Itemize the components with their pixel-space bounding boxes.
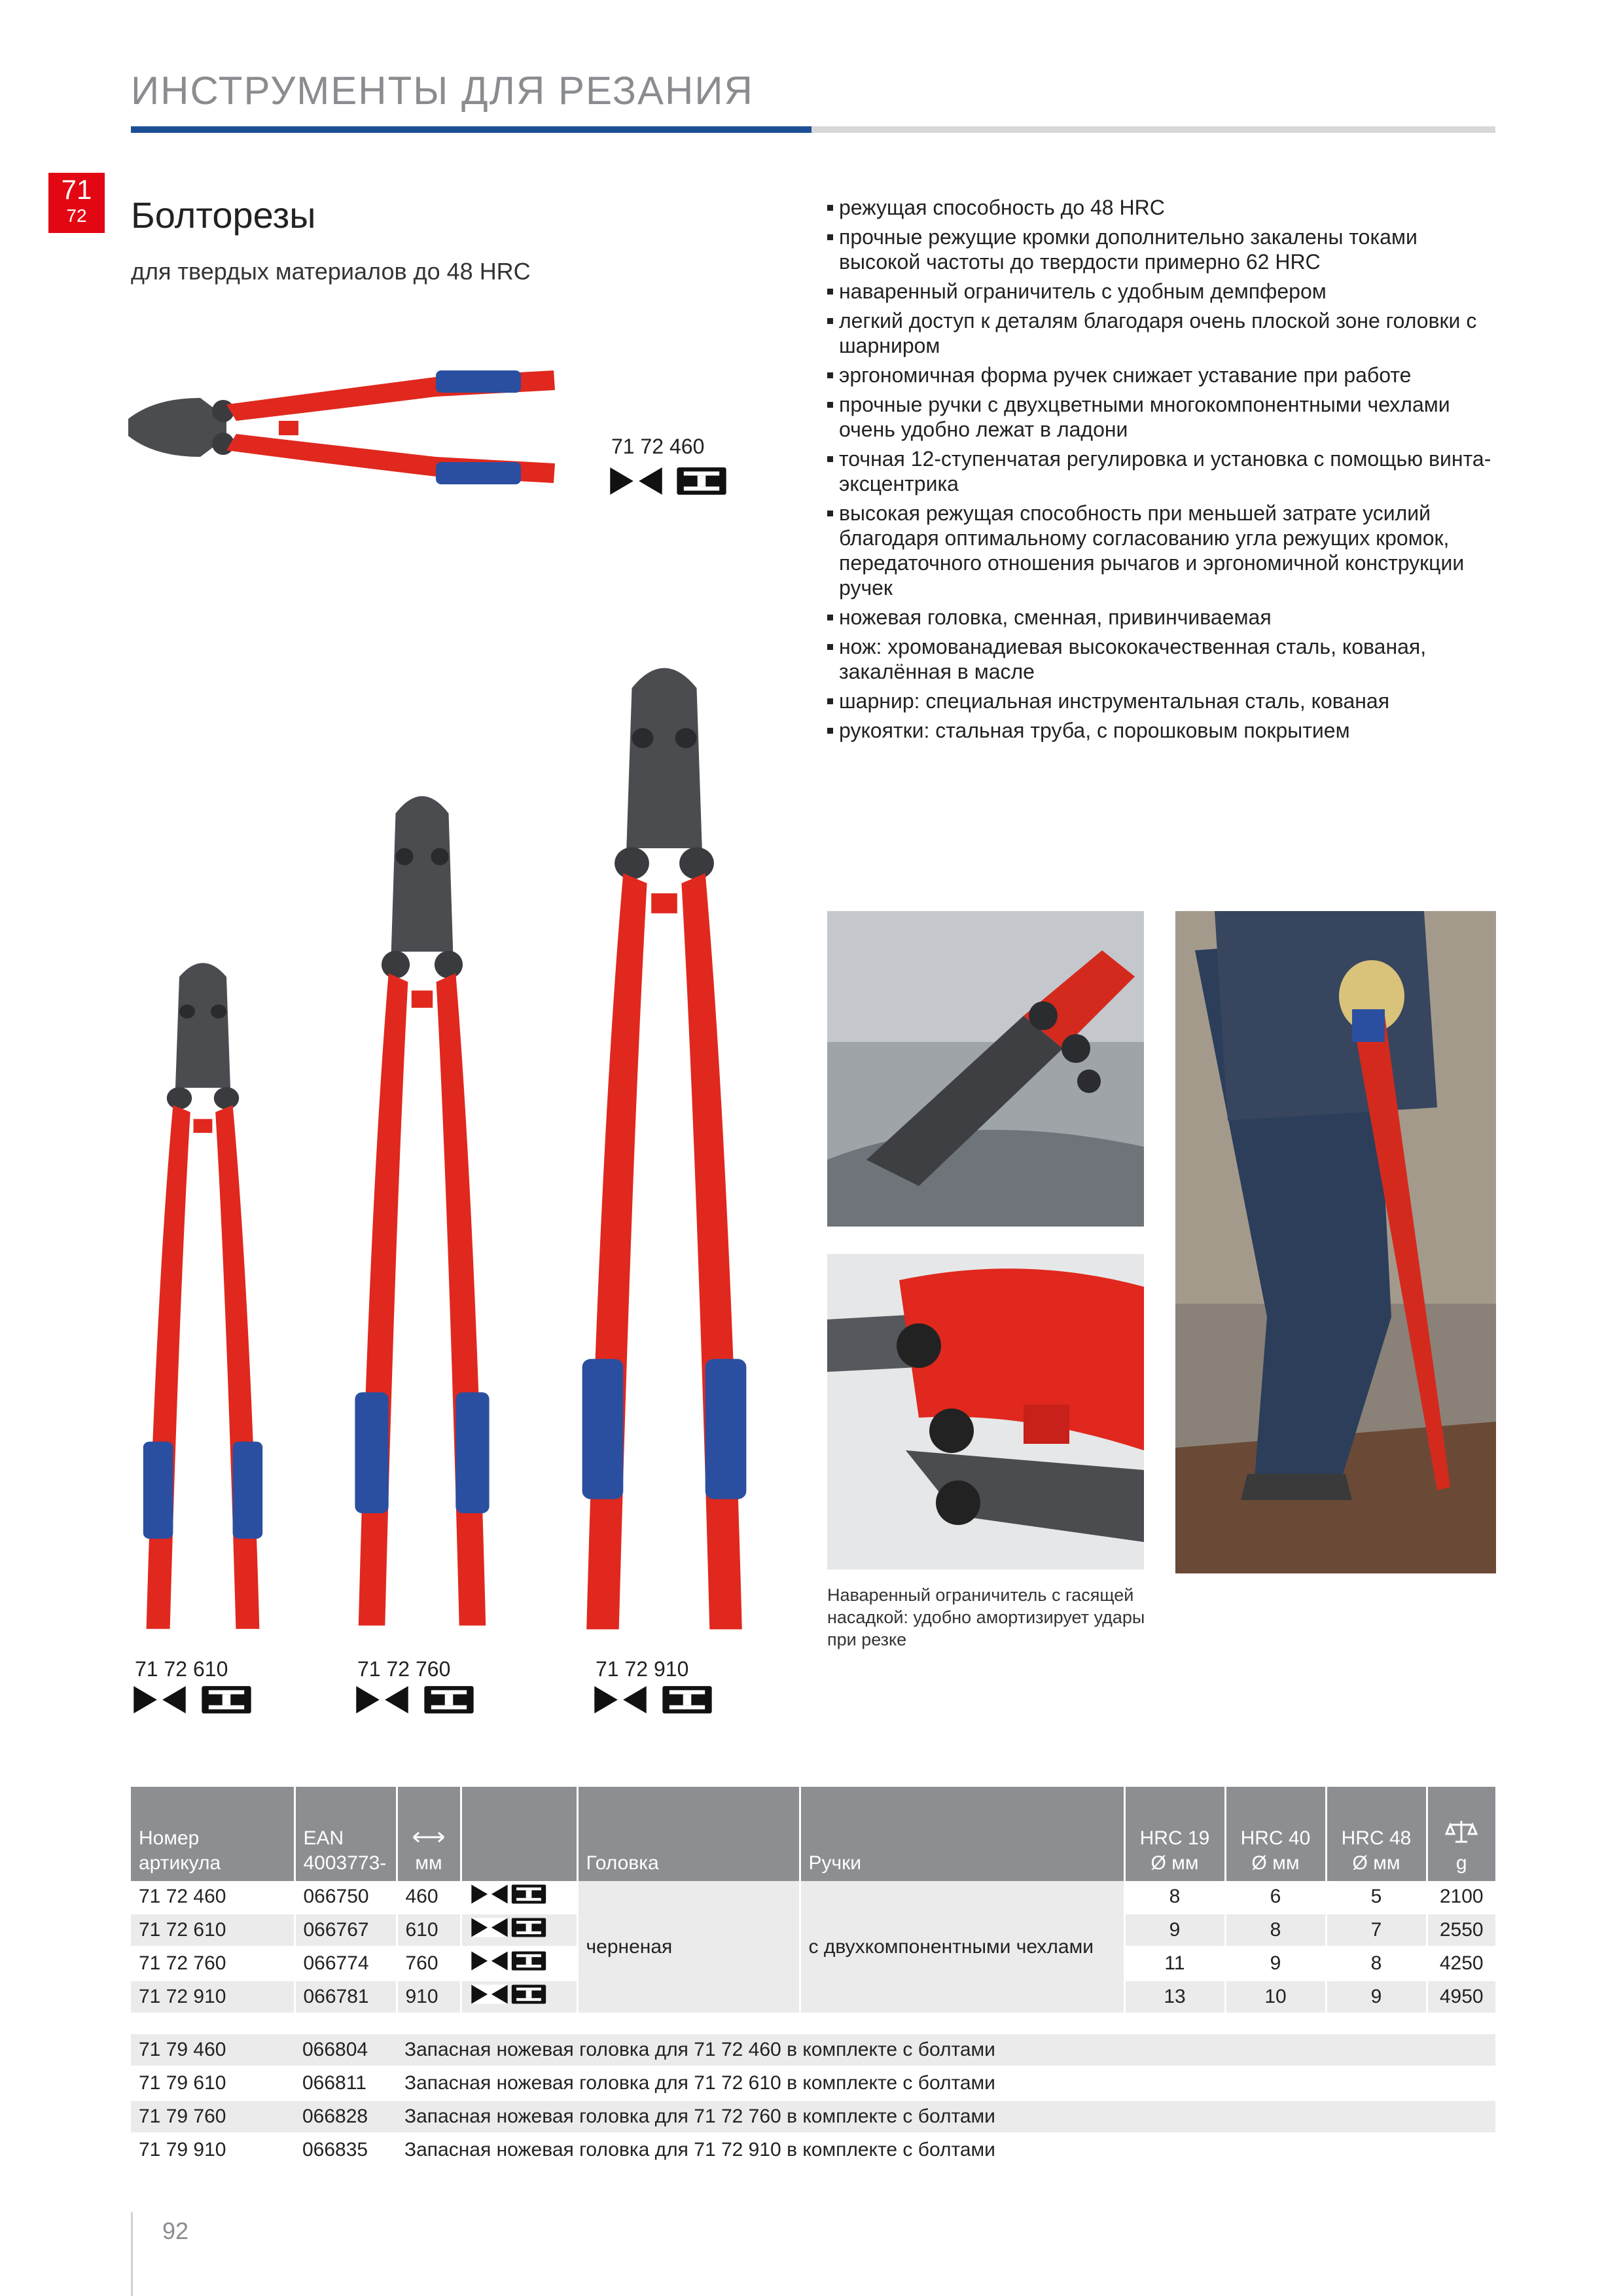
- spare-description: Запасная ножевая головка для 71 72 460 в комплекте с болтами: [397, 2034, 1495, 2067]
- header-hrc19: [1124, 1787, 1225, 1881]
- article-label-760: 71 72 760: [357, 1657, 451, 1681]
- header-article-line1: Номер: [139, 1827, 200, 1849]
- cell-head: черненая: [577, 1881, 800, 2014]
- chapter-tab: [48, 173, 105, 233]
- length-arrow-icon: [412, 1830, 445, 1844]
- spare-article: 71 79 460: [131, 2034, 294, 2067]
- header-hrc48-line2: Ø мм: [1352, 1852, 1400, 1874]
- cell-hrc40: 10: [1225, 1981, 1326, 2014]
- feature-item: легкий доступ к деталям благодаря очень плоской зоне головки с шарниром: [827, 308, 1495, 358]
- cutting-symbol-icon: [470, 1950, 509, 1971]
- page-number: 92: [162, 2217, 189, 2244]
- header-article: [131, 1787, 294, 1881]
- cutting-symbol-icon: [470, 1917, 509, 1938]
- cell-article: 71 72 460: [131, 1881, 294, 1914]
- header-hrc19-line1: HRC 19: [1139, 1827, 1210, 1849]
- header-ean-line1: EAN: [303, 1827, 344, 1849]
- spare-description: Запасная ножевая головка для 71 72 910 в комплекте с болтами: [397, 2134, 1495, 2167]
- article-label-610: 71 72 610: [135, 1657, 228, 1681]
- header-hrc48-line1: HRC 48: [1341, 1827, 1412, 1849]
- hardened-material-icon: [660, 1685, 715, 1715]
- header-hrc19-line2: Ø мм: [1150, 1852, 1199, 1874]
- photo-stop-detail: [827, 1254, 1144, 1570]
- cutting-symbol-icon: [132, 1685, 187, 1715]
- cutting-symbol-icon: [470, 1984, 509, 2005]
- hardened-material-icon: [509, 1950, 548, 1971]
- spare-article: 71 79 910: [131, 2134, 294, 2167]
- spare-article: 71 79 610: [131, 2067, 294, 2100]
- section-title: ИНСТРУМЕНТЫ ДЛЯ РЕЗАНИЯ: [131, 69, 754, 113]
- bolt-cutter-910-image: [556, 648, 772, 1649]
- cell-hrc19: 9: [1124, 1914, 1225, 1947]
- cell-hrc40: 8: [1225, 1914, 1326, 1947]
- feature-item: ножевая головка, сменная, привинчиваемая: [827, 605, 1495, 630]
- cell-article: 71 72 610: [131, 1914, 294, 1947]
- feature-item: рукоятки: стальная труба, с порошковым покрытием: [827, 718, 1495, 743]
- cutting-symbol-icon: [593, 1685, 648, 1715]
- cell-hrc48: 9: [1326, 1981, 1427, 2014]
- feature-item: нож: хромованадиевая высококачественная сталь, кованая, закалённая в масле: [827, 634, 1495, 684]
- header-weight: [1427, 1787, 1495, 1881]
- cell-ean: 066750: [294, 1881, 397, 1914]
- article-label-910: 71 72 910: [596, 1657, 689, 1681]
- header-handles: Ручки: [800, 1787, 1124, 1881]
- product-title: Болторезы: [131, 194, 316, 236]
- article-label-460: 71 72 460: [611, 435, 705, 458]
- cell-handles: с двухкомпонентными чехлами: [800, 1881, 1124, 2014]
- hardened-material-icon: [509, 1984, 548, 2005]
- photo-caption: Наваренный ограничитель с гасящей насадкой: удобно амортизирует удары при резке: [827, 1585, 1145, 1649]
- feature-item: шарнир: специальная инструментальная сталь, кованая: [827, 689, 1495, 713]
- cell-symbols: [461, 1881, 577, 1914]
- header-article-line2: артикула: [139, 1852, 221, 1874]
- scale-icon: [1445, 1818, 1478, 1844]
- bolt-cutter-760-image: [334, 779, 510, 1643]
- cell-hrc48: 5: [1326, 1881, 1427, 1914]
- header-length: [397, 1787, 461, 1881]
- hardened-material-icon: [421, 1685, 476, 1715]
- spare-row: [131, 2134, 1495, 2167]
- hardened-material-icon: [199, 1685, 254, 1715]
- feature-item: точная 12-ступенчатая регулировка и установка с помощью винта-эксцентрика: [827, 446, 1495, 496]
- spare-ean: 066811: [294, 2067, 397, 2100]
- cell-weight: 2100: [1427, 1881, 1495, 1914]
- cutting-symbol-icon: [355, 1685, 410, 1715]
- header-head: Головка: [577, 1787, 800, 1881]
- header-ean: [294, 1787, 397, 1881]
- header-rule-accent: [131, 126, 812, 133]
- spare-description: Запасная ножевая головка для 71 72 610 в комплекте с болтами: [397, 2067, 1495, 2100]
- cell-article: 71 72 910: [131, 1981, 294, 2014]
- spare-row: [131, 2034, 1495, 2067]
- feature-item: режущая способность до 48 HRC: [827, 195, 1495, 220]
- cell-hrc48: 7: [1326, 1914, 1427, 1947]
- hardened-material-icon: [509, 1884, 548, 1905]
- cutting-symbol-icon: [609, 466, 664, 496]
- header-symbols: [461, 1787, 577, 1881]
- feature-item: высокая режущая способность при меньшей затрате усилий благодаря оптимальному согласованию угла режущих кромок, передаточного отношения рычагов и эргономичной конструкции ручек: [827, 501, 1495, 600]
- page-divider: [131, 2212, 133, 2296]
- cutting-symbol-icon: [470, 1884, 509, 1905]
- header-hrc40-line1: HRC 40: [1240, 1827, 1311, 1849]
- spare-article: 71 79 760: [131, 2100, 294, 2134]
- bolt-cutter-610-image: [124, 949, 281, 1643]
- feature-item: эргономичная форма ручек снижает уставание при работе: [827, 363, 1495, 387]
- spare-row: [131, 2100, 1495, 2134]
- header-length-unit: мм: [415, 1852, 442, 1874]
- chapter-number: 71: [61, 174, 92, 205]
- cell-hrc19: 13: [1124, 1981, 1225, 2014]
- hardened-material-icon: [509, 1917, 548, 1938]
- cell-hrc40: 6: [1225, 1881, 1326, 1914]
- photo-worker-using-cutter: [1175, 911, 1496, 1573]
- feature-item: наваренный ограничитель с удобным демпфером: [827, 279, 1495, 304]
- product-subtitle: для твердых материалов до 48 HRC: [131, 258, 531, 285]
- cell-ean: 066767: [294, 1914, 397, 1947]
- header-hrc48: [1326, 1787, 1427, 1881]
- header-weight-unit: g: [1455, 1852, 1467, 1874]
- photo-cutting-chain: [827, 911, 1144, 1227]
- cell-hrc19: 11: [1124, 1947, 1225, 1981]
- header-ean-line2: 4003773-: [303, 1852, 387, 1874]
- spare-ean: 066804: [294, 2034, 397, 2067]
- cell-symbols: [461, 1914, 577, 1947]
- table-row: [131, 1881, 1495, 1914]
- cell-ean: 066781: [294, 1981, 397, 2014]
- cell-symbols: [461, 1981, 577, 2014]
- cell-weight: 4950: [1427, 1981, 1495, 2014]
- cell-length: 760: [397, 1947, 461, 1981]
- cell-length: 610: [397, 1914, 461, 1947]
- cell-symbols: [461, 1947, 577, 1981]
- cell-weight: 2550: [1427, 1914, 1495, 1947]
- cell-hrc48: 8: [1326, 1947, 1427, 1981]
- hardened-material-icon: [674, 466, 729, 496]
- chapter-subnumber: 72: [66, 206, 87, 226]
- spare-description: Запасная ножевая головка для 71 72 760 в комплекте с болтами: [397, 2100, 1495, 2134]
- spare-ean: 066828: [294, 2100, 397, 2134]
- header-hrc40: [1225, 1787, 1326, 1881]
- cell-hrc40: 9: [1225, 1947, 1326, 1981]
- header-hrc40-line2: Ø мм: [1251, 1852, 1300, 1874]
- bolt-cutter-460-image: [128, 359, 571, 496]
- spare-ean: 066835: [294, 2134, 397, 2167]
- cell-weight: 4250: [1427, 1947, 1495, 1981]
- cell-ean: 066774: [294, 1947, 397, 1981]
- cell-length: 910: [397, 1981, 461, 2014]
- feature-item: прочные ручки с двухцветными многокомпонентными чехлами очень удобно лежат в ладони: [827, 392, 1495, 442]
- spare-row: [131, 2067, 1495, 2100]
- specification-table: [131, 1787, 1495, 2015]
- feature-list: [827, 195, 1495, 747]
- cell-article: 71 72 760: [131, 1947, 294, 1981]
- feature-item: прочные режущие кромки дополнительно закалены токами высокой частоты до твердости примерно 62 HRC: [827, 224, 1495, 274]
- cell-length: 460: [397, 1881, 461, 1914]
- spare-parts-table: [131, 2034, 1495, 2168]
- cell-hrc19: 8: [1124, 1881, 1225, 1914]
